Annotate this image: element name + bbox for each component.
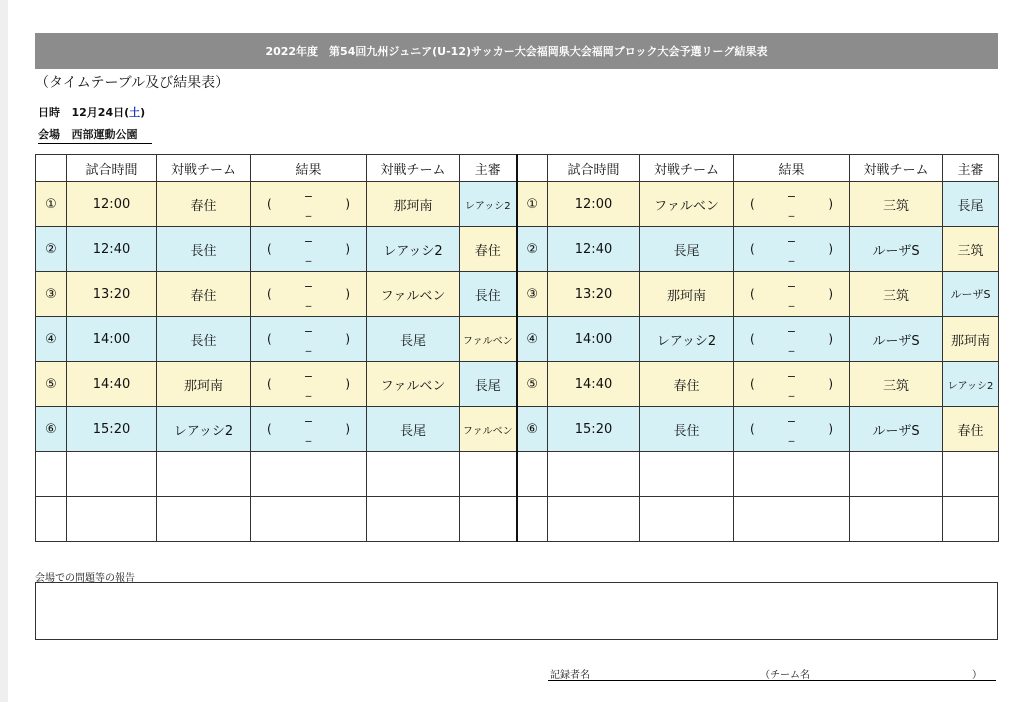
score-entry — [251, 317, 366, 361]
page-title-bar — [35, 33, 998, 69]
page-edge — [0, 0, 8, 702]
score-underline: _ — [788, 384, 795, 397]
score-underline: _ — [305, 294, 312, 307]
score-close-paren: ) — [828, 242, 833, 256]
score-close-paren: ) — [828, 377, 833, 391]
match-time: 14:40 — [67, 362, 157, 407]
score-underline: _ — [788, 429, 795, 442]
empty-cell[interactable] — [460, 497, 517, 542]
score-close-paren: ) — [345, 422, 350, 436]
score-separator — [304, 280, 313, 308]
score-separator — [787, 370, 796, 398]
header-time-right: 試合時間 — [548, 155, 640, 182]
empty-cell[interactable] — [36, 452, 67, 497]
score-separator — [304, 370, 313, 398]
referee-right: 那珂南 — [943, 317, 999, 362]
team2: 那珂南 — [367, 182, 460, 227]
empty-cell[interactable] — [640, 452, 734, 497]
team1-right: 長尾 — [640, 227, 734, 272]
score-dash: − — [786, 280, 797, 293]
score-separator — [787, 190, 796, 218]
match-number: ② — [36, 227, 67, 272]
score-open-paren: ( — [267, 197, 272, 211]
empty-cell[interactable] — [548, 452, 640, 497]
venue-line — [38, 126, 152, 144]
result-cell-right[interactable] — [734, 272, 850, 317]
score-underline: _ — [305, 429, 312, 442]
score-entry — [734, 407, 849, 451]
date-label: 日時 — [38, 106, 60, 119]
score-entry — [734, 227, 849, 271]
header-referee: 主審 — [460, 155, 517, 182]
match-time-right: 14:00 — [548, 317, 640, 362]
header-team2-right: 対戦チーム — [850, 155, 943, 182]
score-open-paren: ( — [267, 287, 272, 301]
score-open-paren: ( — [267, 332, 272, 346]
report-label: 会場での問題等の報告 — [35, 573, 135, 584]
date-value: 12月24日( — [71, 106, 130, 119]
empty-cell[interactable] — [157, 497, 251, 542]
score-open-paren: ( — [267, 422, 272, 436]
score-close-paren: ) — [828, 422, 833, 436]
result-cell-right[interactable] — [734, 407, 850, 452]
header-team1-right: 対戦チーム — [640, 155, 734, 182]
empty-cell[interactable] — [251, 452, 367, 497]
score-dash: − — [786, 370, 797, 383]
header-no-right — [517, 155, 548, 182]
table-row — [36, 362, 999, 407]
score-underline: _ — [788, 294, 795, 307]
match-number: ⑤ — [36, 362, 67, 407]
result-cell-left[interactable] — [251, 227, 367, 272]
score-entry — [734, 317, 849, 361]
team1: レアッシ2 — [157, 407, 251, 452]
team2: 長尾 — [367, 407, 460, 452]
referee-right: 春住 — [943, 407, 999, 452]
score-open-paren: ( — [267, 242, 272, 256]
header-team2: 対戦チーム — [367, 155, 460, 182]
header-team1: 対戦チーム — [157, 155, 251, 182]
empty-cell[interactable] — [640, 497, 734, 542]
match-number: ① — [36, 182, 67, 227]
score-entry — [251, 272, 366, 316]
empty-cell[interactable] — [67, 497, 157, 542]
result-cell-left[interactable] — [251, 272, 367, 317]
match-time: 15:20 — [67, 407, 157, 452]
match-number-right: ② — [517, 227, 548, 272]
score-separator — [787, 280, 796, 308]
empty-cell[interactable] — [460, 452, 517, 497]
score-entry — [251, 227, 366, 271]
subtitle: （タイムテーブル及び結果表） — [35, 75, 230, 91]
score-separator — [787, 325, 796, 353]
score-separator — [787, 235, 796, 263]
score-open-paren: ( — [750, 287, 755, 301]
score-underline: _ — [788, 249, 795, 262]
table-row — [36, 272, 999, 317]
match-number-right: ① — [517, 182, 548, 227]
score-dash: − — [303, 415, 314, 428]
score-underline: _ — [305, 384, 312, 397]
score-separator — [787, 415, 796, 443]
team2: ファルベン — [367, 272, 460, 317]
score-underline: _ — [305, 339, 312, 352]
score-entry — [734, 272, 849, 316]
referee-right: 長尾 — [943, 182, 999, 227]
team2: 長尾 — [367, 317, 460, 362]
score-entry — [734, 362, 849, 406]
referee: レアッシ2 — [460, 182, 517, 227]
score-separator — [304, 325, 313, 353]
match-time-right: 13:20 — [548, 272, 640, 317]
empty-cell[interactable] — [943, 497, 999, 542]
match-time-right: 12:40 — [548, 227, 640, 272]
match-number-right: ③ — [517, 272, 548, 317]
team2-right: 三筑 — [850, 272, 943, 317]
venue-label: 会場 — [38, 128, 60, 141]
result-cell-left[interactable] — [251, 407, 367, 452]
empty-cell[interactable] — [548, 497, 640, 542]
score-dash: − — [786, 325, 797, 338]
empty-cell[interactable] — [517, 452, 548, 497]
score-open-paren: ( — [750, 377, 755, 391]
score-open-paren: ( — [267, 377, 272, 391]
team1: 春住 — [157, 182, 251, 227]
match-time-right: 12:00 — [548, 182, 640, 227]
recorder-line — [548, 666, 996, 681]
score-open-paren: ( — [750, 332, 755, 346]
empty-cell[interactable] — [367, 452, 460, 497]
match-number-right: ⑥ — [517, 407, 548, 452]
score-dash: − — [303, 235, 314, 248]
header-referee-right: 主審 — [943, 155, 999, 182]
venue-value: 西部運動公園 — [71, 128, 138, 141]
team2-right: 三筑 — [850, 182, 943, 227]
match-time-right: 15:20 — [548, 407, 640, 452]
score-dash: − — [303, 370, 314, 383]
score-dash: − — [786, 415, 797, 428]
table-row — [36, 407, 999, 452]
result-cell-right[interactable] — [734, 317, 850, 362]
score-open-paren: ( — [750, 422, 755, 436]
score-close-paren: ) — [345, 377, 350, 391]
score-close-paren: ) — [345, 287, 350, 301]
score-open-paren: ( — [750, 197, 755, 211]
team2: レアッシ2 — [367, 227, 460, 272]
score-underline: _ — [788, 204, 795, 217]
match-time: 12:40 — [67, 227, 157, 272]
score-entry — [251, 407, 366, 451]
empty-cell[interactable] — [67, 452, 157, 497]
table-header-row — [36, 155, 999, 182]
header-result: 結果 — [251, 155, 367, 182]
team1-right: ファルベン — [640, 182, 734, 227]
empty-cell[interactable] — [850, 452, 943, 497]
score-close-paren: ) — [345, 332, 350, 346]
score-entry — [251, 362, 366, 406]
score-close-paren: ) — [828, 197, 833, 211]
empty-cell[interactable] — [734, 452, 850, 497]
empty-cell[interactable] — [517, 497, 548, 542]
team1-right: 那珂南 — [640, 272, 734, 317]
score-underline: _ — [788, 339, 795, 352]
referee: ファルベン — [460, 317, 517, 362]
score-separator — [304, 415, 313, 443]
referee: 春住 — [460, 227, 517, 272]
score-open-paren: ( — [750, 242, 755, 256]
empty-cell[interactable] — [943, 452, 999, 497]
score-separator — [304, 190, 313, 218]
team2: ファルベン — [367, 362, 460, 407]
score-dash: − — [303, 280, 314, 293]
score-close-paren: ) — [345, 242, 350, 256]
match-number-right: ⑤ — [517, 362, 548, 407]
date-weekday: 土 — [129, 106, 141, 119]
team2-right: ルーザS — [850, 227, 943, 272]
empty-cell[interactable] — [367, 497, 460, 542]
empty-cell[interactable] — [36, 497, 67, 542]
score-dash: − — [303, 325, 314, 338]
referee-right: レアッシ2 — [943, 362, 999, 407]
empty-cell[interactable] — [157, 452, 251, 497]
header-no — [36, 155, 67, 182]
score-close-paren: ) — [828, 332, 833, 346]
recorder-team-label: （チーム名 — [760, 670, 810, 681]
result-cell-right[interactable] — [734, 182, 850, 227]
referee: 長尾 — [460, 362, 517, 407]
empty-cell[interactable] — [734, 497, 850, 542]
score-close-paren: ) — [828, 287, 833, 301]
header-result-right: 結果 — [734, 155, 850, 182]
empty-row — [36, 452, 999, 497]
result-cell-left[interactable] — [251, 317, 367, 362]
team2-right: 三筑 — [850, 362, 943, 407]
referee: ファルベン — [460, 407, 517, 452]
team1: 春住 — [157, 272, 251, 317]
table-row — [36, 317, 999, 362]
score-dash: − — [786, 190, 797, 203]
team2-right: ルーザS — [850, 407, 943, 452]
team2-right: ルーザS — [850, 317, 943, 362]
empty-cell[interactable] — [251, 497, 367, 542]
match-number: ③ — [36, 272, 67, 317]
team1-right: 長住 — [640, 407, 734, 452]
score-separator — [304, 235, 313, 263]
score-underline: _ — [305, 204, 312, 217]
date-line — [38, 104, 145, 120]
score-dash: − — [786, 235, 797, 248]
result-cell-right[interactable] — [734, 362, 850, 407]
referee-right: ルーザS — [943, 272, 999, 317]
score-dash: − — [303, 190, 314, 203]
match-number: ④ — [36, 317, 67, 362]
team1-right: レアッシ2 — [640, 317, 734, 362]
table-row — [36, 227, 999, 272]
match-number-right: ④ — [517, 317, 548, 362]
match-time-right: 14:40 — [548, 362, 640, 407]
team1-right: 春住 — [640, 362, 734, 407]
team1: 長住 — [157, 227, 251, 272]
team1: 長住 — [157, 317, 251, 362]
empty-row — [36, 497, 999, 542]
result-cell-left[interactable] — [251, 182, 367, 227]
recorder-label: 記録者名 — [550, 670, 590, 681]
result-cell-left[interactable] — [251, 362, 367, 407]
team1: 那珂南 — [157, 362, 251, 407]
match-number: ⑥ — [36, 407, 67, 452]
page-title: 2022年度 第54回九州ジュニア(U-12)サッカー大会福岡県大会福岡ブロック大会予選リーグ結果表 — [265, 45, 768, 58]
referee-right: 三筑 — [943, 227, 999, 272]
match-time: 14:00 — [67, 317, 157, 362]
header-time: 試合時間 — [67, 155, 157, 182]
date-close: ) — [140, 106, 146, 119]
report-box[interactable] — [35, 582, 998, 640]
empty-cell[interactable] — [850, 497, 943, 542]
score-entry — [251, 182, 366, 226]
score-close-paren: ) — [345, 197, 350, 211]
match-time: 13:20 — [67, 272, 157, 317]
score-entry — [734, 182, 849, 226]
score-underline: _ — [305, 249, 312, 262]
referee: 長住 — [460, 272, 517, 317]
result-cell-right[interactable] — [734, 227, 850, 272]
recorder-close: ） — [972, 670, 982, 681]
match-time: 12:00 — [67, 182, 157, 227]
table-row — [36, 182, 999, 227]
schedule-table — [35, 154, 999, 542]
